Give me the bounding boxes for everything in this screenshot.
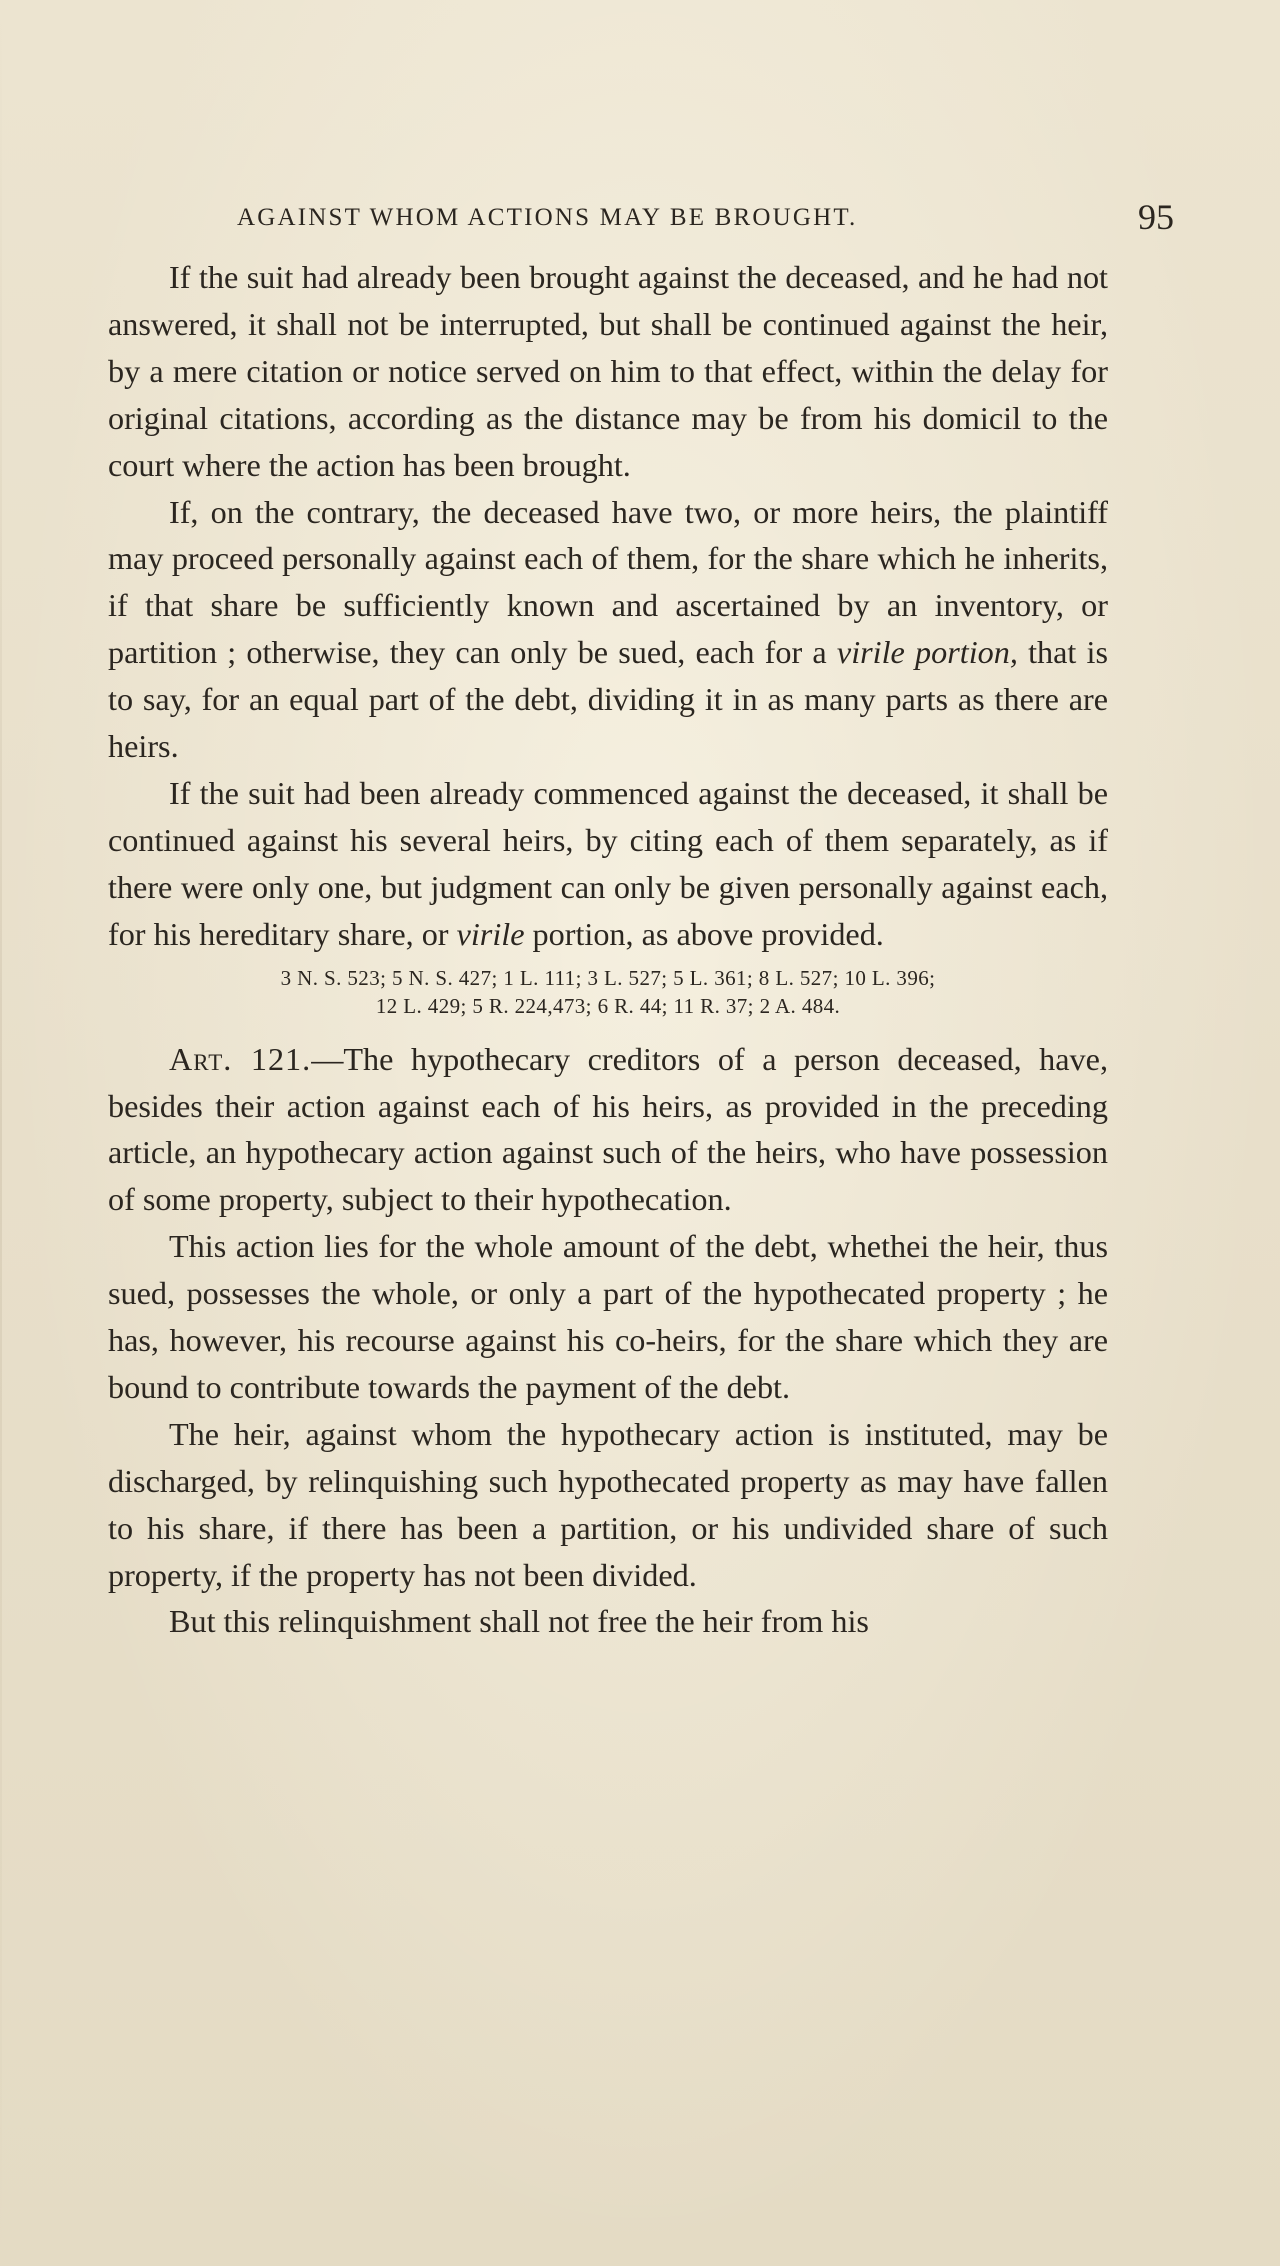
paragraph-text: The heir, against whom the hypothecary action is instituted, may be discharged, by relinquishing such hypothecated property as may have fallen to his share, if there has been a partition, or his undivided share of such property, if the property has not been divided.	[108, 1415, 1108, 1593]
paragraph-text: If the suit had been already commenced against the deceased, it shall be continued against his several heirs, by citing each of them separately, as if there were only one, but judgment can only be given personally against each, for his hereditary share, or	[108, 774, 1108, 952]
running-head: AGAINST WHOM ACTIONS MAY BE BROUGHT.	[237, 204, 858, 231]
article-121	[108, 1036, 1108, 1224]
citation-line-2: 12 L. 429; 5 R. 224,473; 6 R. 44; 11 R. 37; 2 A. 484.	[375, 993, 841, 1018]
paragraph-heir-discharged	[108, 1411, 1108, 1599]
emphasis-virile-portion: virile portion,	[836, 634, 1018, 671]
case-citations	[108, 964, 1108, 1020]
article-label: Art. 121.	[169, 1040, 312, 1077]
paragraph-whole-amount	[108, 1223, 1108, 1411]
paragraph-text: that is to say, for an equal part of the debt, dividing it in as many parts as there are heirs.	[108, 634, 1109, 765]
paragraph-text: If the suit had already been brought against the deceased, and he had not answered, it shall not be interrupted, but shall be continued against the heir, by a mere citation or notice served on him to that effect, within the delay for original citations, according as the distance may be from his domicil to the court where the action has been brought.	[108, 259, 1108, 483]
paragraph-text: This action lies for the whole amount of the debt, whethei the heir, thus sued, possesses the whole, or only a part of the hypothecated property ; he has, however, his recourse against his co-heirs, for the share which they are bound to contribute towards the payment of the debt.	[108, 1228, 1108, 1405]
paragraph-suit-already-commenced	[108, 770, 1108, 958]
paragraph-text: portion, as above provided.	[524, 915, 884, 952]
citation-line-1: 3 N. S. 523; 5 N. S. 427; 1 L. 111; 3 L. 527; 5 L. 361; 8 L. 527; 10 L. 396;	[280, 965, 936, 990]
paragraph-suit-already-brought	[108, 254, 1108, 489]
paragraph-relinquishment	[108, 1598, 1108, 1645]
emphasis-virile: virile	[456, 915, 525, 952]
paragraph-text: If, on the contrary, the deceased have two, or more heirs, the plaintiff may proceed personally against each of them, for the share which he inherits, if that share be sufficiently known and ascertained by an inventory, or partition ; otherwise, they can only be sued, each for a	[108, 493, 1108, 671]
article-text: —The hypothecary creditors of a person deceased, have, besides their action against each of his heirs, as provided in the preceding article, an hypothecary action against such of the heirs, who have possession of some property, subject to their hypothecation.	[108, 1040, 1108, 1218]
page-number: 95	[1138, 197, 1174, 237]
body-text	[108, 254, 1108, 1645]
paragraph-two-or-more-heirs	[108, 489, 1108, 770]
paragraph-text: But this relinquishment shall not free the heir from his	[169, 1603, 869, 1640]
page-edge-shadow	[0, 0, 2, 2266]
page-header	[108, 196, 1174, 242]
